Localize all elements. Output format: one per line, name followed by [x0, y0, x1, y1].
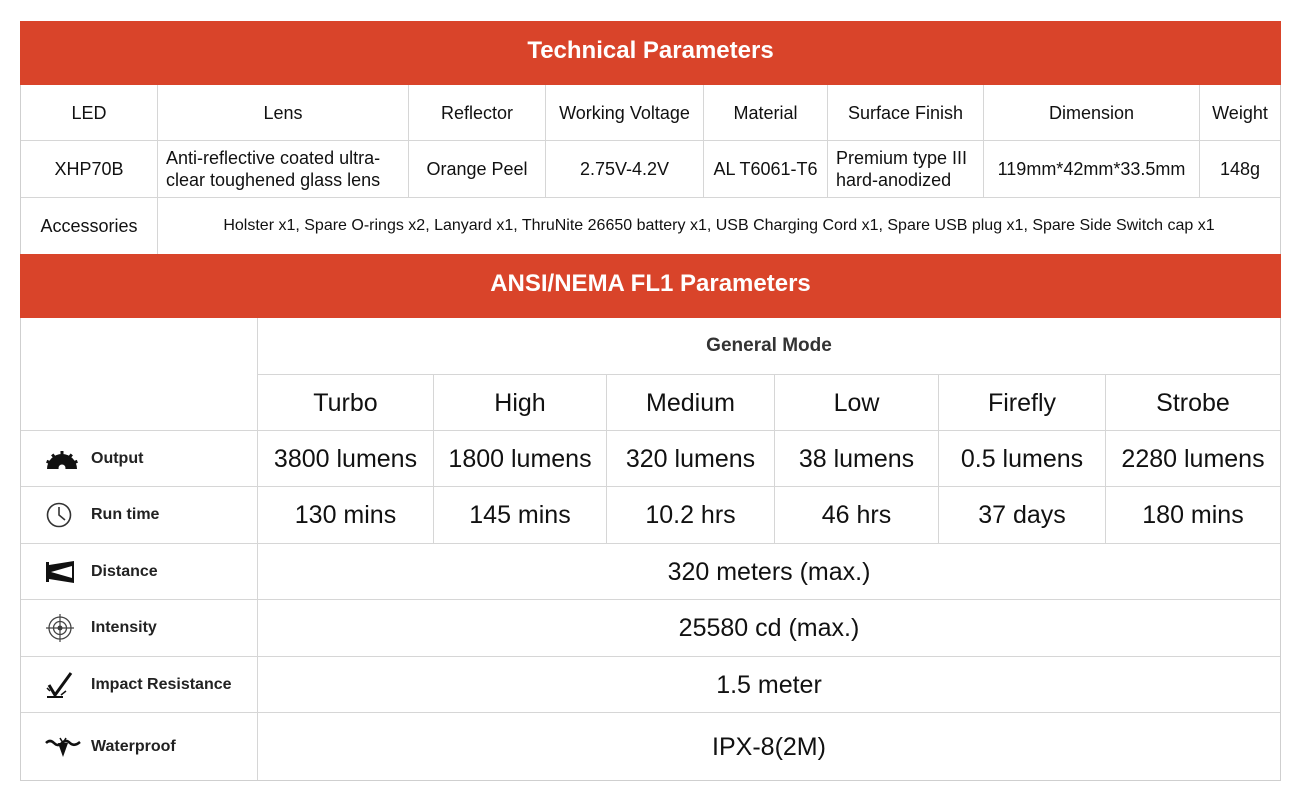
value-material: AL T6061-T6 [704, 141, 828, 198]
row-label-waterproof [21, 713, 258, 780]
mode-turbo: Turbo [258, 375, 434, 431]
general-mode-header: General Mode [258, 318, 1280, 375]
waterproof-value: IPX-8(2M) [712, 732, 826, 761]
corner-blank [21, 318, 258, 431]
output-high: 1800 lumens [434, 431, 607, 487]
row-label-waterproof-text: Waterproof [91, 737, 176, 755]
value-weight: 148g [1200, 141, 1280, 198]
impact-resistance-value: 1.5 meter [258, 657, 1280, 713]
mode-firefly: Firefly [939, 375, 1106, 431]
ansi-parameters-title: ANSI/NEMA FL1 Parameters [490, 270, 811, 297]
distance-value: 320 meters (max.) [258, 544, 1280, 600]
row-label-intensity-text: Intensity [91, 619, 157, 636]
beam-distance-icon [45, 557, 81, 587]
gear-icon [45, 444, 81, 474]
technical-parameters-banner [20, 21, 1281, 85]
ansi-table [20, 318, 1281, 781]
value-working-voltage: 2.75V-4.2V [546, 141, 704, 198]
technical-parameters-title: Technical Parameters [527, 37, 774, 64]
mode-low: Low [775, 375, 939, 431]
row-label-run-time [21, 487, 258, 544]
value-reflector: Orange Peel [409, 141, 546, 198]
output-strobe: 2280 lumens [1106, 431, 1280, 487]
accessories-label: Accessories [21, 198, 158, 254]
value-surface-finish [828, 141, 984, 198]
row-label-distance-text: Distance [91, 562, 158, 580]
row-label-intensity [21, 600, 258, 657]
clock-icon [45, 500, 81, 530]
output-turbo: 3800 lumens [258, 431, 434, 487]
crosshair-icon [45, 613, 81, 643]
runtime-medium: 10.2 hrs [607, 487, 775, 544]
value-lens-text: Anti-reflective coated ultra-clear toughened glass lens [166, 148, 381, 190]
value-dimension: 119mm*42mm*33.5mm [984, 141, 1200, 198]
header-weight: Weight [1200, 85, 1280, 141]
output-firefly: 0.5 lumens [939, 431, 1106, 487]
header-reflector: Reflector [409, 85, 546, 141]
mode-medium: Medium [607, 375, 775, 431]
ansi-parameters-banner [20, 254, 1281, 318]
row-label-impact-resistance-text: Impact Resistance [91, 675, 232, 693]
row-label-impact-resistance [21, 657, 258, 713]
technical-table [20, 85, 1281, 254]
runtime-high: 145 mins [434, 487, 607, 544]
output-low: 38 lumens [775, 431, 939, 487]
spec-sheet [20, 21, 1281, 781]
waterproof-icon [45, 732, 81, 762]
impact-icon [45, 670, 81, 700]
row-label-output [21, 431, 258, 487]
mode-high: High [434, 375, 607, 431]
value-led: XHP70B [21, 141, 158, 198]
header-led: LED [21, 85, 158, 141]
runtime-turbo: 130 mins [258, 487, 434, 544]
runtime-strobe: 180 mins [1106, 487, 1280, 544]
header-material: Material [704, 85, 828, 141]
runtime-firefly: 37 days [939, 487, 1106, 544]
header-lens: Lens [158, 85, 409, 141]
value-surface-finish-text: Premium type III hard-anodized [836, 148, 968, 190]
value-lens [158, 141, 409, 198]
header-dimension: Dimension [984, 85, 1200, 141]
intensity-value: 25580 cd (max.) [258, 600, 1280, 657]
accessories-value: Holster x1, Spare O-rings x2, Lanyard x1, ThruNite 26650 battery x1, USB Charging Cord x1, Spare USB plug x1, Spare Side Switch cap x1 [223, 217, 1215, 234]
header-surface-finish: Surface Finish [828, 85, 984, 141]
row-label-output-text: Output [91, 449, 144, 467]
row-label-distance [21, 544, 258, 600]
runtime-low: 46 hrs [775, 487, 939, 544]
row-label-run-time-text: Run time [91, 506, 160, 523]
output-medium: 320 lumens [607, 431, 775, 487]
mode-strobe: Strobe [1106, 375, 1280, 431]
header-working-voltage: Working Voltage [546, 85, 704, 141]
